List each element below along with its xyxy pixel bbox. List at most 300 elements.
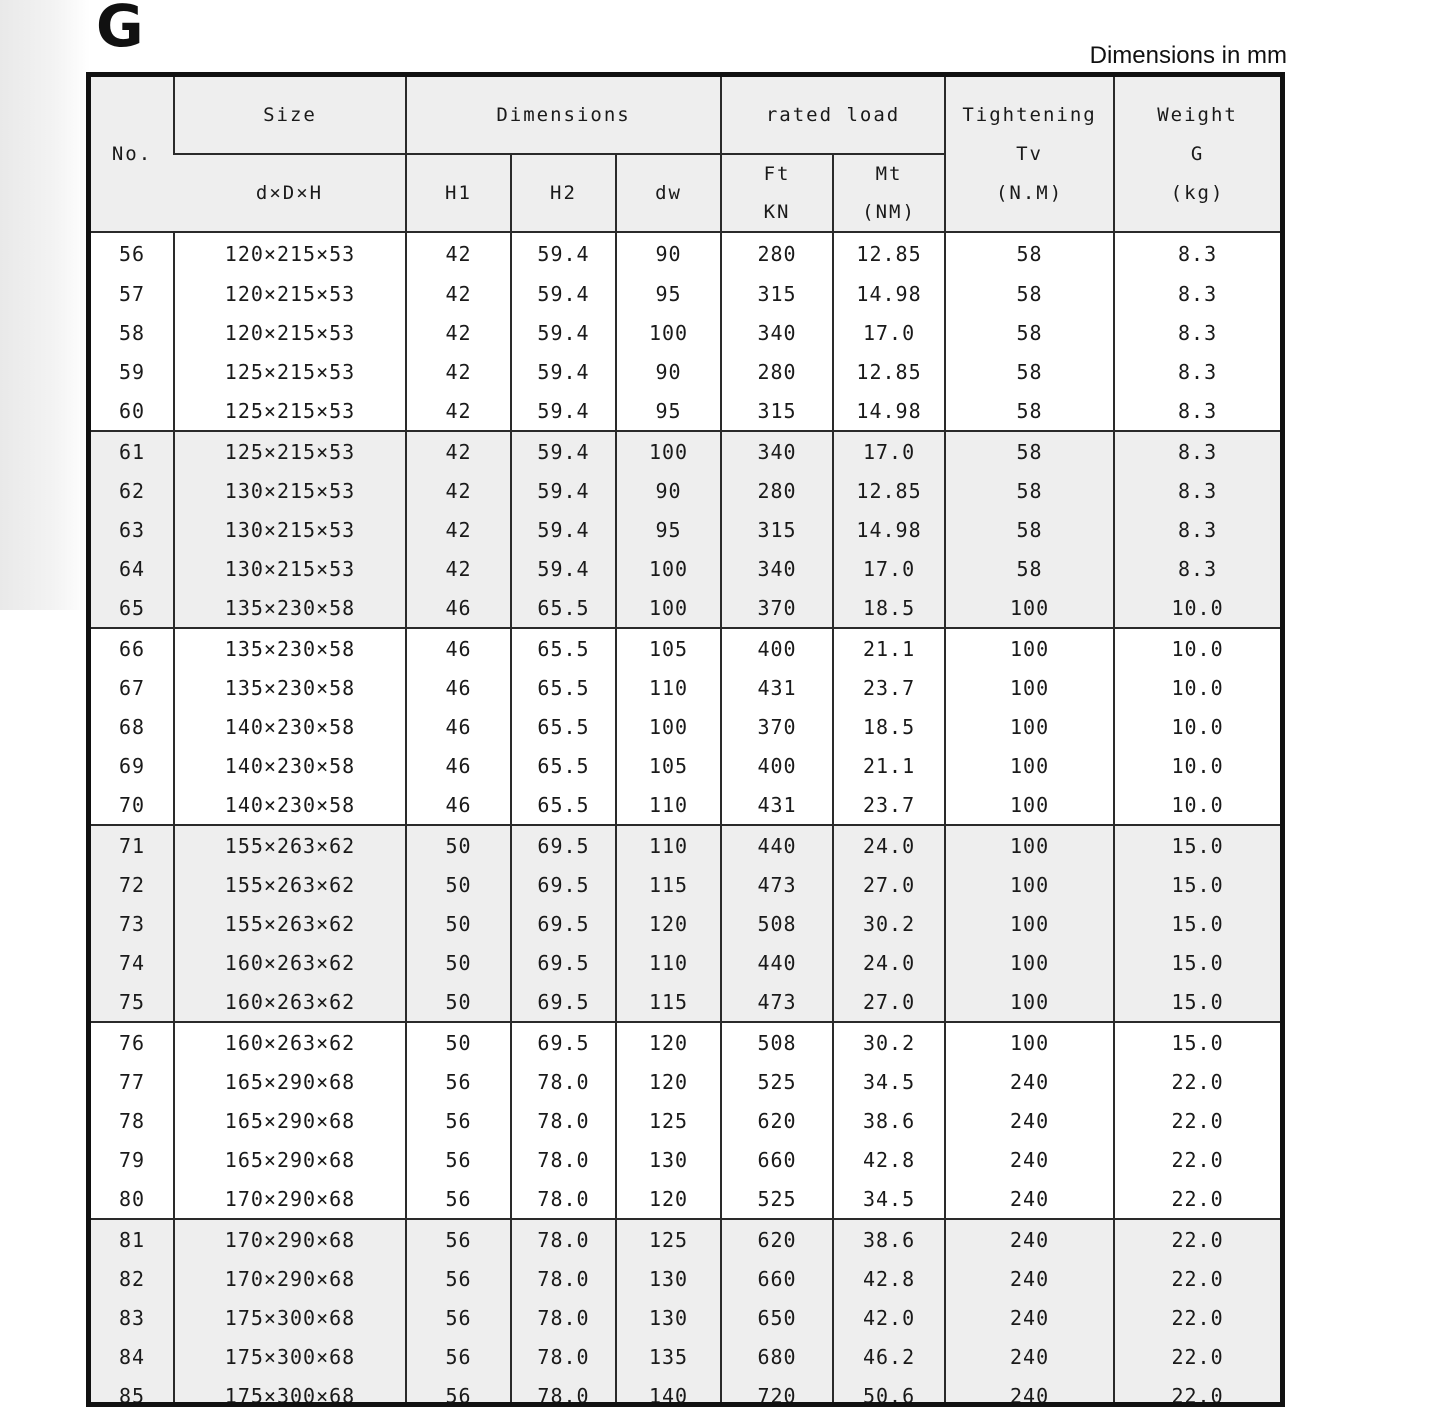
cell-weight: 8.3 [1114, 274, 1280, 313]
cell-dw: 90 [616, 232, 721, 274]
cell-tv: 240 [945, 1376, 1114, 1407]
cell-h1: 50 [406, 904, 511, 943]
table-body [91, 232, 1280, 1407]
cell-tv: 240 [945, 1101, 1114, 1140]
cell-dw: 130 [616, 1259, 721, 1298]
cell-h1: 46 [406, 628, 511, 668]
cell-size: 160×263×62 [174, 982, 406, 1022]
cell-h1: 46 [406, 785, 511, 825]
cell-h1: 56 [406, 1259, 511, 1298]
cell-h1: 50 [406, 825, 511, 865]
cell-no: 68 [118, 714, 146, 739]
cell-ft: 340 [721, 549, 833, 588]
cell-ft: 620 [721, 1101, 833, 1140]
cell-h1: 46 [406, 668, 511, 707]
cell-h1: 42 [406, 274, 511, 313]
cell-tv: 58 [945, 313, 1114, 352]
cell-h2: 78.0 [511, 1337, 616, 1376]
cell-h2: 59.4 [511, 352, 616, 391]
cell-mt: 17.0 [833, 431, 945, 471]
cell-no: 63 [91, 510, 174, 549]
cell-tv: 240 [945, 1298, 1114, 1337]
table-row [91, 352, 1280, 391]
cell-h1: 42 [406, 232, 511, 274]
cell-tv: 58 [945, 352, 1114, 391]
cell-dw: 135 [616, 1337, 721, 1376]
cell-ft: 370 [721, 588, 833, 628]
cell-h2: 59.4 [511, 313, 616, 352]
col-header-weight [1114, 77, 1280, 232]
table-row [91, 1259, 1280, 1298]
cell-dw: 115 [616, 865, 721, 904]
cell-mt: 18.5 [833, 588, 945, 628]
cell-h1: 50 [406, 943, 511, 982]
cell-dw: 120 [616, 1062, 721, 1101]
g-label: G [1190, 142, 1205, 165]
cell-mt: 24.0 [833, 943, 945, 982]
cell-dw: 90 [616, 471, 721, 510]
cell-dw: 115 [616, 982, 721, 1022]
cell-ft: 370 [721, 707, 833, 746]
cell-no: 64 [91, 549, 174, 588]
ft-unit-label: KN [763, 201, 791, 223]
cell-no: 69 [118, 753, 146, 778]
cell-tv: 58 [945, 431, 1114, 471]
background-fade [0, 0, 90, 610]
cell-size: 155×263×62 [174, 904, 406, 943]
cell-no: 70 [118, 792, 146, 817]
cell-size: 140×230×58 [174, 785, 406, 825]
tightening-label: Tightening [962, 103, 1097, 126]
cell-mt: 14.98 [833, 274, 945, 313]
cell-no: 74 [91, 943, 174, 982]
cell-h1: 50 [406, 865, 511, 904]
table-row [91, 1376, 1280, 1407]
cell-mt: 14.98 [833, 510, 945, 549]
cell-dw: 110 [616, 785, 721, 825]
cell-tv: 240 [945, 1219, 1114, 1259]
cell-h2: 69.5 [511, 904, 616, 943]
cell-size: 125×215×53 [174, 391, 406, 431]
cell-no: 62 [91, 471, 174, 510]
table-row [91, 746, 1280, 785]
cell-dw: 95 [616, 274, 721, 313]
cell-ft: 440 [721, 943, 833, 982]
cell-dw: 110 [616, 825, 721, 865]
cell-tv: 100 [945, 943, 1114, 982]
cell-h2: 59.4 [511, 549, 616, 588]
cell-mt: 17.0 [833, 549, 945, 588]
cell-h1: 56 [406, 1298, 511, 1337]
cell-size: 130×215×53 [174, 510, 406, 549]
table-row [91, 471, 1280, 510]
cell-no: 79 [118, 1147, 146, 1172]
table-row [91, 628, 1280, 668]
cell-size: 120×215×53 [174, 313, 406, 352]
cell-ft: 280 [721, 232, 833, 274]
cell-dw: 100 [616, 313, 721, 352]
cell-weight: 22.0 [1114, 1219, 1280, 1259]
cell-no: 84 [91, 1337, 174, 1376]
cell-weight: 8.3 [1114, 391, 1280, 431]
cell-h2: 65.5 [511, 668, 616, 707]
cell-dw: 100 [616, 707, 721, 746]
tv-label: Tv [1016, 142, 1043, 165]
cell-dw: 125 [616, 1219, 721, 1259]
cell-tv: 100 [945, 785, 1114, 825]
cell-tv: 100 [945, 982, 1114, 1022]
cell-size: 120×215×53 [174, 232, 406, 274]
cell-no: 59 [118, 359, 146, 384]
table-row [91, 1062, 1280, 1101]
cell-ft: 660 [721, 1259, 833, 1298]
cell-no: 60 [118, 398, 146, 423]
cell-tv: 100 [945, 825, 1114, 865]
cell-weight: 22.0 [1114, 1259, 1280, 1298]
cell-h2: 59.4 [511, 510, 616, 549]
cell-dw: 90 [616, 352, 721, 391]
cell-mt: 30.2 [833, 1022, 945, 1062]
table-row [91, 510, 1280, 549]
section-logo: G [96, 0, 144, 60]
cell-size: 170×290×68 [174, 1219, 406, 1259]
cell-h2: 78.0 [511, 1376, 616, 1407]
col-header-ft [721, 154, 833, 232]
table-row [91, 1337, 1280, 1376]
cell-weight: 8.3 [1114, 352, 1280, 391]
cell-weight: 8.3 [1114, 232, 1280, 274]
cell-h1: 56 [406, 1101, 511, 1140]
cell-h1: 56 [406, 1219, 511, 1259]
cell-h2: 78.0 [511, 1298, 616, 1337]
col-header-size-sub: d×D×H [174, 154, 406, 232]
cell-weight: 10.0 [1114, 668, 1280, 707]
cell-no: 65 [91, 588, 174, 628]
table-row [91, 274, 1280, 313]
table-row [91, 1219, 1280, 1259]
cell-ft: 280 [721, 352, 833, 391]
cell-size: 170×290×68 [174, 1259, 406, 1298]
cell-dw: 110 [616, 668, 721, 707]
cell-h1: 50 [406, 982, 511, 1022]
cell-size: 140×230×58 [174, 707, 406, 746]
cell-ft: 508 [721, 904, 833, 943]
cell-h2: 78.0 [511, 1259, 616, 1298]
cell-no: 85 [91, 1376, 174, 1407]
cell-ft: 473 [721, 865, 833, 904]
cell-tv: 58 [945, 549, 1114, 588]
cell-h1: 46 [406, 707, 511, 746]
cell-ft: 280 [721, 471, 833, 510]
cell-h1: 42 [406, 471, 511, 510]
cell-tv: 100 [945, 865, 1114, 904]
cell-mt: 42.8 [833, 1140, 945, 1179]
cell-ft: 720 [721, 1376, 833, 1407]
cell-h2: 59.4 [511, 391, 616, 431]
weight-label: Weight [1157, 103, 1238, 126]
cell-h2: 78.0 [511, 1140, 616, 1179]
table-row [91, 1140, 1280, 1179]
cell-mt: 42.0 [833, 1298, 945, 1337]
cell-h2: 78.0 [511, 1179, 616, 1219]
cell-weight: 15.0 [1114, 825, 1280, 865]
cell-weight: 22.0 [1114, 1101, 1280, 1140]
table-row [91, 982, 1280, 1022]
cell-no: 58 [118, 320, 146, 345]
cell-dw: 95 [616, 391, 721, 431]
cell-no: 75 [91, 982, 174, 1022]
cell-tv: 58 [945, 232, 1114, 274]
dimension-table [91, 77, 1280, 1407]
cell-ft: 650 [721, 1298, 833, 1337]
cell-no: 80 [118, 1186, 146, 1211]
cell-h1: 46 [406, 588, 511, 628]
cell-size: 140×230×58 [174, 746, 406, 785]
cell-h2: 69.5 [511, 1022, 616, 1062]
cell-h2: 59.4 [511, 471, 616, 510]
cell-h1: 42 [406, 431, 511, 471]
cell-weight: 8.3 [1114, 510, 1280, 549]
cell-ft: 400 [721, 628, 833, 668]
cell-dw: 100 [616, 549, 721, 588]
cell-mt: 38.6 [833, 1219, 945, 1259]
cell-h2: 65.5 [511, 785, 616, 825]
cell-no: 82 [91, 1259, 174, 1298]
cell-no: 66 [91, 628, 174, 668]
cell-ft: 400 [721, 746, 833, 785]
g-unit-label: (kg) [1170, 181, 1225, 204]
cell-h2: 69.5 [511, 865, 616, 904]
table-row [91, 588, 1280, 628]
cell-h2: 65.5 [511, 588, 616, 628]
cell-mt: 42.8 [833, 1259, 945, 1298]
cell-mt: 12.85 [833, 352, 945, 391]
table-row [91, 943, 1280, 982]
cell-size: 175×300×68 [174, 1298, 406, 1337]
cell-size: 155×263×62 [174, 825, 406, 865]
cell-dw: 140 [616, 1376, 721, 1407]
cell-no: 56 [118, 241, 146, 266]
cell-h1: 42 [406, 352, 511, 391]
cell-h1: 46 [406, 746, 511, 785]
table-row [91, 1022, 1280, 1062]
cell-h2: 78.0 [511, 1219, 616, 1259]
cell-weight: 22.0 [1114, 1179, 1280, 1219]
col-header-mt [833, 154, 945, 232]
cell-dw: 120 [616, 904, 721, 943]
cell-dw: 95 [616, 510, 721, 549]
cell-tv: 100 [945, 588, 1114, 628]
dimension-table-frame [86, 72, 1285, 1407]
cell-tv: 100 [945, 628, 1114, 668]
cell-no: 73 [91, 904, 174, 943]
cell-tv: 240 [945, 1337, 1114, 1376]
cell-dw: 130 [616, 1298, 721, 1337]
cell-no: 76 [91, 1022, 174, 1062]
cell-mt: 34.5 [833, 1179, 945, 1219]
cell-weight: 15.0 [1114, 865, 1280, 904]
cell-h1: 42 [406, 510, 511, 549]
cell-weight: 15.0 [1114, 982, 1280, 1022]
cell-h2: 59.4 [511, 274, 616, 313]
cell-weight: 15.0 [1114, 943, 1280, 982]
cell-size: 175×300×68 [174, 1337, 406, 1376]
cell-weight: 22.0 [1114, 1140, 1280, 1179]
table-row [91, 391, 1280, 431]
cell-tv: 58 [945, 274, 1114, 313]
cell-weight: 8.3 [1114, 313, 1280, 352]
cell-h1: 56 [406, 1337, 511, 1376]
cell-size: 120×215×53 [174, 274, 406, 313]
cell-h2: 69.5 [511, 943, 616, 982]
cell-size: 130×215×53 [174, 549, 406, 588]
table-row [91, 313, 1280, 352]
cell-mt: 18.5 [833, 707, 945, 746]
cell-dw: 130 [616, 1140, 721, 1179]
cell-weight: 10.0 [1114, 746, 1280, 785]
col-header-size: Size [174, 77, 406, 154]
cell-ft: 508 [721, 1022, 833, 1062]
cell-dw: 110 [616, 943, 721, 982]
mt-unit-label: (NM) [862, 201, 916, 223]
cell-weight: 8.3 [1114, 471, 1280, 510]
cell-tv: 58 [945, 510, 1114, 549]
cell-mt: 23.7 [833, 668, 945, 707]
col-header-no: No. [91, 77, 174, 232]
cell-no: 71 [91, 825, 174, 865]
cell-mt: 23.7 [833, 785, 945, 825]
cell-mt: 34.5 [833, 1062, 945, 1101]
cell-tv: 58 [945, 391, 1114, 431]
table-row [91, 549, 1280, 588]
cell-ft: 315 [721, 510, 833, 549]
cell-no: 78 [118, 1108, 146, 1133]
cell-mt: 30.2 [833, 904, 945, 943]
cell-dw: 100 [616, 588, 721, 628]
cell-ft: 440 [721, 825, 833, 865]
cell-weight: 22.0 [1114, 1298, 1280, 1337]
cell-h1: 42 [406, 313, 511, 352]
mt-label: Mt [875, 163, 903, 185]
cell-h2: 65.5 [511, 707, 616, 746]
cell-no: 81 [91, 1219, 174, 1259]
cell-ft: 340 [721, 313, 833, 352]
cell-ft: 431 [721, 785, 833, 825]
cell-h1: 56 [406, 1179, 511, 1219]
cell-dw: 105 [616, 746, 721, 785]
cell-no: 72 [91, 865, 174, 904]
cell-mt: 21.1 [833, 628, 945, 668]
cell-size: 135×230×58 [174, 668, 406, 707]
cell-size: 130×215×53 [174, 471, 406, 510]
cell-h1: 56 [406, 1062, 511, 1101]
cell-tv: 100 [945, 746, 1114, 785]
table-row [91, 825, 1280, 865]
cell-weight: 8.3 [1114, 549, 1280, 588]
cell-weight: 22.0 [1114, 1337, 1280, 1376]
cell-dw: 120 [616, 1179, 721, 1219]
cell-size: 160×263×62 [174, 1022, 406, 1062]
cell-size: 175×300×68 [174, 1376, 406, 1407]
cell-ft: 525 [721, 1179, 833, 1219]
cell-h1: 42 [406, 549, 511, 588]
cell-ft: 525 [721, 1062, 833, 1101]
cell-ft: 431 [721, 668, 833, 707]
cell-tv: 240 [945, 1062, 1114, 1101]
cell-size: 155×263×62 [174, 865, 406, 904]
cell-mt: 21.1 [833, 746, 945, 785]
table-row [91, 904, 1280, 943]
cell-mt: 12.85 [833, 471, 945, 510]
cell-weight: 8.3 [1114, 431, 1280, 471]
cell-ft: 340 [721, 431, 833, 471]
cell-h1: 50 [406, 1022, 511, 1062]
cell-h2: 69.5 [511, 825, 616, 865]
cell-no: 61 [91, 431, 174, 471]
cell-h2: 69.5 [511, 982, 616, 1022]
cell-dw: 125 [616, 1101, 721, 1140]
col-header-dimensions: Dimensions [406, 77, 721, 154]
col-header-tightening [945, 77, 1114, 232]
cell-weight: 10.0 [1114, 785, 1280, 825]
table-row [91, 1179, 1280, 1219]
cell-dw: 120 [616, 1022, 721, 1062]
cell-ft: 473 [721, 982, 833, 1022]
cell-tv: 240 [945, 1259, 1114, 1298]
ft-label: Ft [763, 163, 791, 185]
cell-h2: 59.4 [511, 232, 616, 274]
cell-ft: 620 [721, 1219, 833, 1259]
cell-h1: 56 [406, 1140, 511, 1179]
col-header-h1: H1 [406, 154, 511, 232]
cell-size: 165×290×68 [174, 1062, 406, 1101]
table-row [91, 865, 1280, 904]
cell-weight: 15.0 [1114, 904, 1280, 943]
cell-h1: 56 [406, 1376, 511, 1407]
cell-tv: 100 [945, 904, 1114, 943]
cell-mt: 24.0 [833, 825, 945, 865]
table-row [91, 707, 1280, 746]
cell-mt: 14.98 [833, 391, 945, 431]
cell-tv: 100 [945, 668, 1114, 707]
cell-tv: 58 [945, 471, 1114, 510]
cell-tv: 100 [945, 1022, 1114, 1062]
cell-ft: 315 [721, 274, 833, 313]
cell-weight: 10.0 [1114, 588, 1280, 628]
cell-h2: 78.0 [511, 1062, 616, 1101]
cell-mt: 50.6 [833, 1376, 945, 1407]
cell-h2: 65.5 [511, 628, 616, 668]
cell-mt: 17.0 [833, 313, 945, 352]
table-row [91, 1101, 1280, 1140]
cell-size: 135×230×58 [174, 588, 406, 628]
cell-ft: 660 [721, 1140, 833, 1179]
cell-no: 57 [118, 281, 146, 306]
cell-no: 77 [118, 1069, 146, 1094]
cell-weight: 10.0 [1114, 707, 1280, 746]
cell-mt: 38.6 [833, 1101, 945, 1140]
cell-h2: 65.5 [511, 746, 616, 785]
cell-h2: 78.0 [511, 1101, 616, 1140]
cell-weight: 15.0 [1114, 1022, 1280, 1062]
table-row [91, 785, 1280, 825]
cell-size: 170×290×68 [174, 1179, 406, 1219]
col-header-rated-load: rated load [721, 77, 945, 154]
table-row [91, 1298, 1280, 1337]
table-row [91, 232, 1280, 274]
cell-no: 67 [118, 675, 146, 700]
cell-mt: 27.0 [833, 865, 945, 904]
